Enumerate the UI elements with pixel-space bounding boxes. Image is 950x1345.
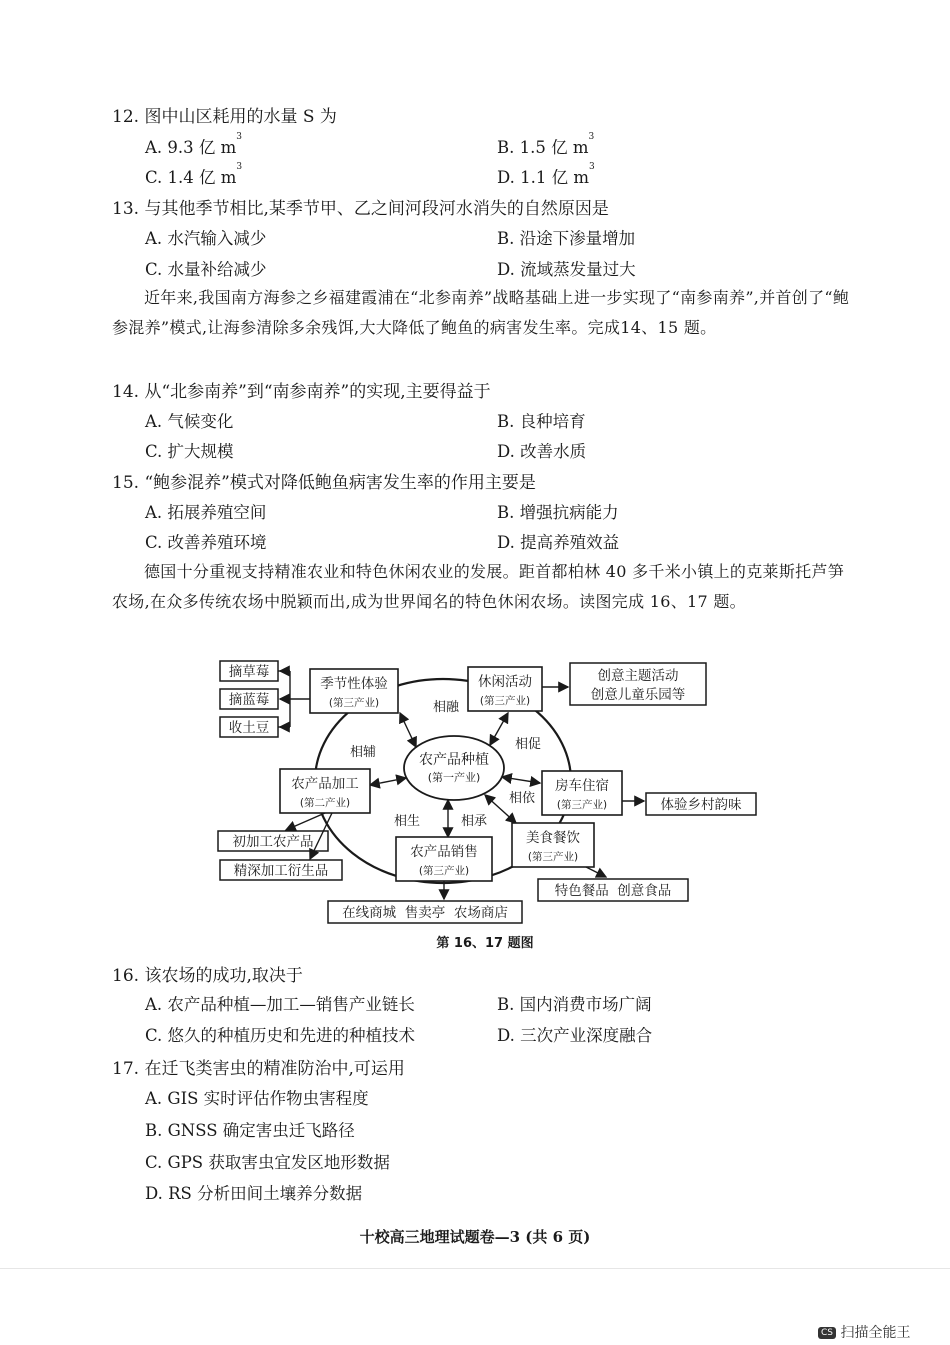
rel-cheng: 相承 xyxy=(460,814,488,829)
rel-rong: 相融 xyxy=(432,700,460,715)
q13-option-d[interactable]: D. 流域蒸发量过大 xyxy=(497,260,636,279)
scanner-logo-icon: CS xyxy=(818,1327,836,1339)
processing-title: 农产品加工 xyxy=(291,776,359,792)
q17-option-d[interactable]: D. RS 分析田间土壤养分数据 xyxy=(145,1184,363,1203)
q16-option-b[interactable]: B. 国内消费市场广阔 xyxy=(497,995,652,1014)
scanner-watermark: CS 扫描全能王 xyxy=(818,1322,910,1342)
item-strawberry: 摘草莓 xyxy=(228,664,270,680)
page-footer: 十校高三地理试题卷—3 (共 6 页) xyxy=(359,1228,591,1246)
q13-option-a[interactable]: A. 水汽输入减少 xyxy=(145,229,267,248)
processing-sub: (第二产业) xyxy=(299,797,351,809)
village: 体验乡村韵味 xyxy=(660,797,742,813)
food-items: 特色餐品 创意食品 xyxy=(554,883,672,899)
passage-german-farm: 德国十分重视支持精准农业和特色休闲农业的发展。距首都柏林 40 多千米小镇上的克莱斯托芦笋农场,在众多传统农场中脱颖而出,成为世界闻名的特色休闲农场。读图完成 16、17 题。 xyxy=(112,562,845,611)
q14-option-c[interactable]: C. 扩大规模 xyxy=(145,442,234,461)
question-16-stem: 16. 该农场的成功,取决于 xyxy=(112,966,303,986)
question-13-stem: 13. 与其他季节相比,某季节甲、乙之间河段河水消失的自然原因是 xyxy=(112,199,609,219)
q16-option-a[interactable]: A. 农产品种植—加工—销售产业链长 xyxy=(145,995,415,1014)
q15-option-b[interactable]: B. 增强抗病能力 xyxy=(497,503,619,522)
food-sub: (第三产业) xyxy=(527,851,579,863)
center-sub: (第一产业) xyxy=(427,771,481,784)
question-15-stem: 15. “鲍参混养”模式对降低鲍鱼病害发生率的作用主要是 xyxy=(112,473,536,493)
leisure-sub: (第三产业) xyxy=(479,695,531,707)
question-12-stem: 12. 图中山区耗用的水量 S 为 xyxy=(112,107,337,127)
farm-industry-diagram xyxy=(210,655,770,955)
center-title: 农产品种植 xyxy=(419,752,489,768)
rel-yi: 相依 xyxy=(508,791,536,806)
food-title: 美食餐饮 xyxy=(526,830,580,846)
q12-option-d[interactable]: D. 1.1 亿 $m^3$ xyxy=(497,162,595,187)
q15-option-a[interactable]: A. 拓展养殖空间 xyxy=(145,503,267,522)
rv-sub: (第三产业) xyxy=(556,799,608,811)
center-ellipse xyxy=(404,736,504,800)
q15-option-c[interactable]: C. 改善养殖环境 xyxy=(145,533,267,552)
q16-option-d[interactable]: D. 三次产业深度融合 xyxy=(497,1026,653,1045)
leisure-title: 休闲活动 xyxy=(478,674,532,690)
creative-line-2: 创意儿童乐园等 xyxy=(590,687,686,703)
rel-sheng: 相生 xyxy=(393,814,421,829)
q13-option-b[interactable]: B. 沿途下渗量增加 xyxy=(497,229,636,248)
q17-option-a[interactable]: A. GIS 实时评估作物虫害程度 xyxy=(145,1089,369,1108)
diagram-caption: 第 16、17 题图 xyxy=(436,936,534,951)
q17-option-c[interactable]: C. GPS 获取害虫宜发区地形数据 xyxy=(145,1153,390,1172)
q16-option-c[interactable]: C. 悠久的种植历史和先进的种植技术 xyxy=(145,1026,416,1045)
question-14-stem: 14. 从“北参南养”到“南参南养”的实现,主要得益于 xyxy=(112,382,491,402)
item-blueberry: 摘蓝莓 xyxy=(228,692,270,708)
seasonal-title: 季节性体验 xyxy=(320,676,388,692)
q14-option-a[interactable]: A. 气候变化 xyxy=(145,412,234,431)
question-17-stem: 17. 在迁飞类害虫的精准防治中,可运用 xyxy=(112,1059,405,1079)
rel-cu: 相促 xyxy=(514,737,542,752)
sales-sub: (第三产业) xyxy=(418,865,470,877)
passage-sea-cucumber: 近年来,我国南方海参之乡福建霞浦在“北参南养”战略基础上进一步实现了“南参南养”,并首创了“鲍参混养”模式,让海参清除多余残饵,大大降低了鲍鱼的病害发生率。完成14、15 题。 xyxy=(112,288,850,337)
rv-title: 房车住宿 xyxy=(555,778,609,794)
sales-items: 在线商城 售卖亭 农场商店 xyxy=(342,905,508,921)
seasonal-sub: (第三产业) xyxy=(328,697,380,709)
q12-option-b[interactable]: B. 1.5 亿 $m^3$ xyxy=(497,132,595,157)
divider xyxy=(0,1268,950,1269)
q12-option-c[interactable]: C. 1.4 亿 $m^3$ xyxy=(145,162,243,187)
creative-line-1: 创意主题活动 xyxy=(597,668,679,684)
q12-option-a[interactable]: A. 9.3 亿 $m^3$ xyxy=(145,132,243,157)
q13-option-c[interactable]: C. 水量补给减少 xyxy=(145,260,267,279)
q14-option-d[interactable]: D. 改善水质 xyxy=(497,442,587,461)
rel-fu: 相辅 xyxy=(349,745,377,760)
q15-option-d[interactable]: D. 提高养殖效益 xyxy=(497,533,620,552)
sales-title: 农产品销售 xyxy=(410,844,478,860)
proc-item-2: 精深加工衍生品 xyxy=(233,863,329,879)
q17-option-b[interactable]: B. GNSS 确定害虫迁飞路径 xyxy=(145,1121,355,1140)
proc-item-1: 初加工农产品 xyxy=(232,834,314,850)
item-potato: 收土豆 xyxy=(228,720,270,736)
q14-option-b[interactable]: B. 良种培育 xyxy=(497,412,586,431)
